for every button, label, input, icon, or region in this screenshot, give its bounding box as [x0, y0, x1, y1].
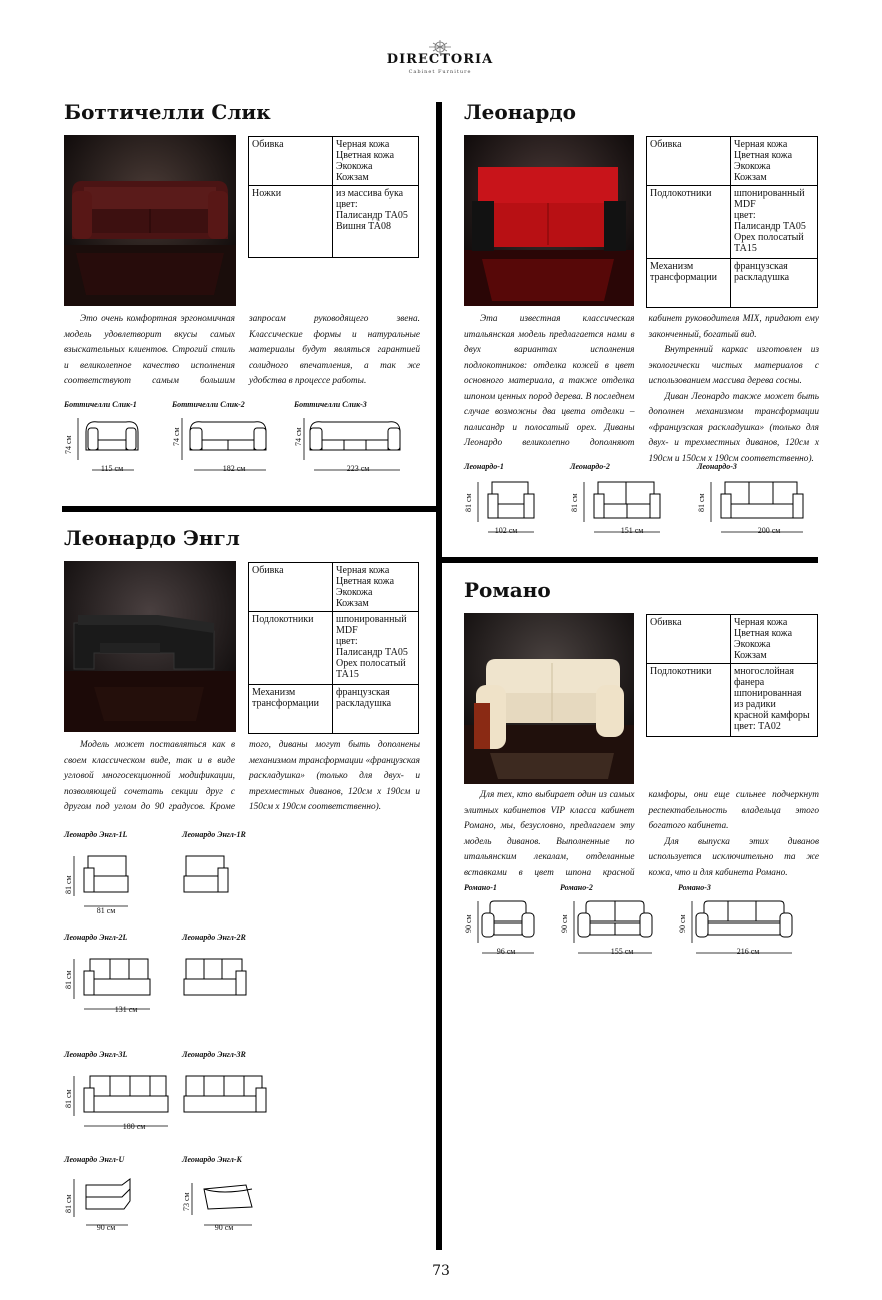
dimension-width: 90 см [214, 1223, 234, 1232]
section-divider-right [440, 557, 818, 563]
model-name: Боттичелли Слик-3 [294, 400, 367, 409]
spec-value: французская раскладушка [731, 259, 818, 308]
model-leonardo-angle-3l [64, 1050, 182, 1140]
model-romano-1 [464, 883, 560, 963]
dimension-height: 81 см [570, 493, 579, 512]
leonardo-angle-description [64, 738, 420, 816]
model-name: Леонардо Энгл-2R [182, 933, 246, 942]
dimension-height: 90 см [678, 914, 687, 933]
model-leonardo-3 [697, 462, 821, 542]
romano-spec-table [646, 614, 818, 737]
description-paragraph: Для тех, кто выбирает один из самых элитных кабинетов VIP класса кабинет Романо, мы, безусловно, предлагаем эту модель диванов. Выполненные по итальянским лекалам, отделанные вставками в цвет шпона красной камфоры, они еще сильнее подчеркнут респектабельность владельца этого богатого кабинета. [464, 790, 819, 878]
leonardo-angle-spec-table [248, 562, 419, 734]
spec-row [647, 259, 818, 308]
dimension-width: 182 см [222, 464, 246, 473]
dimension-width: 151 см [620, 526, 644, 535]
section-divider-left [62, 506, 438, 512]
model-leonardo-2 [570, 462, 690, 542]
model-romano-3 [678, 883, 806, 963]
spec-row [647, 615, 818, 664]
spec-value: Черная кожа Цветная кожа Экокожа Кожзам [333, 137, 419, 186]
dimension-width: 115 см [100, 464, 124, 473]
brand-subtitle: Cabinet Furniture [408, 69, 472, 75]
model-name: Леонардо Энгл-3R [182, 1050, 246, 1059]
sofa-drawing [192, 1175, 262, 1229]
model-leonardo-1 [464, 462, 564, 542]
column-divider [436, 102, 442, 1250]
spec-key: Обивка [647, 615, 731, 664]
model-name: Леонардо Энгл-2L [64, 933, 128, 942]
sofa-drawing [74, 1175, 138, 1229]
model-name: Романо-2 [560, 883, 593, 892]
spec-value: шпонированный MDF цвет: Палисандр ТА05 Орех полосатый ТА15 [731, 186, 818, 259]
model-leonardo-angle-2l [64, 933, 182, 1023]
description-paragraph: Это очень комфортная эргономичная модель удовлетворит вкусы самых взыскательных клиентов. Строгий стиль и великолепное качество исполнения соответствуют самым большим запросам руководящего звена. Классические формы и натуральные материалы будут являться гарантией солидного впечатления, а так же удобства в процессе работы. [64, 314, 420, 386]
spec-value: Черная кожа Цветная кожа Экокожа Кожзам [333, 563, 419, 612]
description-paragraph: Для выпуска этих диванов используется исключительно та же кожа, что и для кабинета Романо. [648, 836, 819, 878]
dimension-height: 74 см [172, 427, 181, 446]
dimension-height: 81 см [64, 1194, 73, 1213]
spec-row [249, 563, 419, 612]
spec-row [249, 137, 419, 186]
dimension-width: 155 см [610, 947, 634, 956]
spec-key: Механизм трансформации [249, 685, 333, 734]
model-name: Боттичелли Слик-1 [64, 400, 137, 409]
dimension-height: 90 см [560, 914, 569, 933]
dimension-width: 180 см [122, 1122, 146, 1131]
botticelli-photo [64, 135, 236, 306]
model-botticelli-1 [64, 400, 174, 480]
dimension-width: 102 см [494, 526, 518, 535]
model-leonardo-angle-1l [64, 830, 174, 920]
spec-value: французская раскладушка [333, 685, 419, 734]
spec-key: Обивка [249, 563, 333, 612]
section-title-romano: Романо [464, 578, 551, 602]
dimension-width: 216 см [736, 947, 760, 956]
model-name: Романо-1 [464, 883, 497, 892]
model-name: Леонардо Энгл-1R [182, 830, 246, 839]
brand-logo [380, 38, 500, 76]
sofa-drawing [182, 955, 252, 999]
spec-row [249, 685, 419, 734]
spec-key: Ножки [249, 186, 333, 258]
leonardo-description [464, 312, 819, 467]
description-paragraph: Эта известная классическая итальянская модель предлагается нами в двух вариантах исполнения подлокотников: отделка кожей в цвет основного материала, а также отделка шпоном ценных пород дерева. В последнем случае возможны два цвета отделки – палисандр и полосатый орех. Диваны Леонардо великолепно дополняют кабинет руководителя MIX, придают ему законченный, богатый вид. [464, 314, 819, 448]
dimension-height: 81 см [64, 875, 73, 894]
description-paragraph: Модель может поставляться как в своем классическом виде, так и в виде угловой многосекционной модификации, позволяющей сочетать секции друг с другом под углом до 90 градусов. Кроме того, диваны могут быть дополнены механизмом трансформации «французская раскладушка» (только для двух- и трехместных диванов, 120см х 190см и 150см х 190см соответственно). [64, 740, 420, 812]
model-botticelli-3 [294, 400, 424, 480]
section-title-leonardo: Леонардо [464, 100, 577, 124]
model-romano-2 [560, 883, 670, 963]
spec-key: Подлокотники [647, 664, 731, 737]
spec-value: Черная кожа Цветная кожа Экокожа Кожзам [731, 615, 818, 664]
brand-name: DIRECTORIA [386, 52, 494, 67]
page-number: 73 [432, 1263, 450, 1279]
model-leonardo-angle-2r [182, 933, 282, 1023]
spec-row [647, 137, 818, 186]
model-botticelli-2 [172, 400, 292, 480]
leonardo-spec-table [646, 136, 818, 308]
dimension-height: 81 см [64, 970, 73, 989]
romano-description [464, 788, 819, 881]
spec-key: Подлокотники [249, 612, 333, 685]
spec-key: Обивка [249, 137, 333, 186]
description-paragraph: Внутренний каркас изготовлен из экологически чистых материалов с использованием массива дерева сосны. [648, 345, 819, 386]
spec-value: шпонированный MDF цвет: Палисандр ТА05 Орех полосатый ТА15 [333, 612, 419, 685]
dimension-height: 81 см [64, 1089, 73, 1108]
spec-row [249, 186, 419, 258]
section-title-botticelli: Боттичелли Слик [64, 100, 271, 124]
leonardo-angle-photo [64, 561, 236, 732]
section-title-leonardo-angle: Леонардо Энгл [64, 526, 240, 550]
model-name: Леонардо Энгл-3L [64, 1050, 128, 1059]
dimension-height: 74 см [294, 427, 303, 446]
sofa-drawing [182, 852, 242, 896]
model-name: Леонардо Энгл-K [182, 1155, 242, 1164]
model-name: Боттичелли Слик-2 [172, 400, 245, 409]
dimension-width: 200 см [757, 526, 781, 535]
dimension-height: 90 см [464, 914, 473, 933]
model-leonardo-angle-u [64, 1155, 174, 1240]
model-name: Романо-3 [678, 883, 711, 892]
dimension-width: 223 см [346, 464, 370, 473]
romano-photo [464, 613, 634, 784]
dimension-width: 131 см [114, 1005, 138, 1014]
model-leonardo-angle-k [182, 1155, 282, 1240]
dimension-height: 74 см [64, 435, 73, 454]
dimension-width: 96 см [496, 947, 516, 956]
model-name: Леонардо-1 [464, 462, 504, 471]
model-name: Леонардо-3 [697, 462, 737, 471]
botticelli-description [64, 312, 420, 390]
botticelli-spec-table [248, 136, 419, 258]
sofa-drawing [182, 1072, 272, 1116]
model-leonardo-angle-1r [182, 830, 282, 920]
spec-value: многослойная фанера шпонированная из радики красной камфоры цвет: ТА02 [731, 664, 818, 737]
spec-key: Подлокотники [647, 186, 731, 259]
description-paragraph: Диван Леонардо также может быть дополнен механизмом трансформации «французская раскладушка» (только для двух- и трехместных диванов, 120см х 190см и 150см х 190см соответственно). [648, 391, 819, 464]
spec-row [647, 664, 818, 737]
dimension-height: 81 см [697, 493, 706, 512]
spec-key: Обивка [647, 137, 731, 186]
dimension-width: 81 см [96, 906, 116, 915]
model-leonardo-angle-3r [182, 1050, 282, 1140]
model-name: Леонардо-2 [570, 462, 610, 471]
spec-value: Черная кожа Цветная кожа Экокожа Кожзам [731, 137, 818, 186]
spec-row [647, 186, 818, 259]
dimension-height: 81 см [464, 493, 473, 512]
model-name: Леонардо Энгл-1L [64, 830, 128, 839]
spec-key: Механизм трансформации [647, 259, 731, 308]
model-name: Леонардо Энгл-U [64, 1155, 125, 1164]
dimension-width: 90 см [96, 1223, 116, 1232]
sofa-drawing [74, 852, 138, 912]
dimension-height: 73 см [182, 1192, 191, 1211]
spec-value: из массива бука цвет: Палисандр ТА05 Вишня ТА08 [333, 186, 419, 258]
spec-row [249, 612, 419, 685]
leonardo-photo [464, 135, 634, 306]
